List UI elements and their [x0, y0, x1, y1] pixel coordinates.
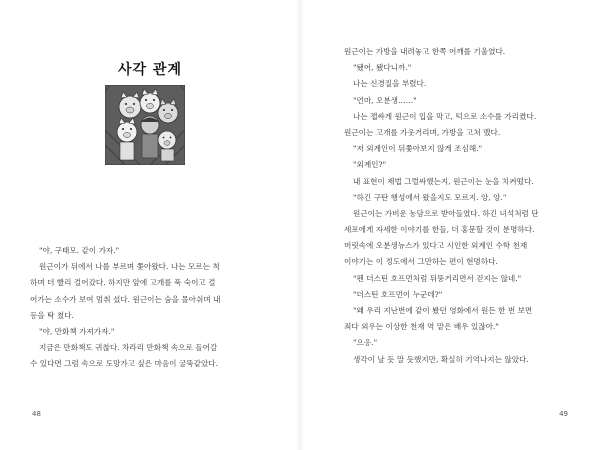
text-line: 원근이는 가방을 내려놓고 한쪽 어깨를 기울였다. [344, 47, 506, 56]
text-line: 죄다 외우는 이상한 천재 역 맡은 배우 있잖아." [344, 322, 499, 332]
boy-figure-center [141, 116, 159, 158]
text-line: 지금은 만화책도 귀찮다. 차라리 만화책 속으로 들어갈 [39, 343, 218, 353]
page-number-right: 49 [559, 410, 568, 418]
text-line: 세포에게 자세한 이야기를 한들, 더 홍문할 것이 분명하다. [344, 225, 535, 235]
pig-face-top-left [119, 92, 141, 118]
text-line: "야, 구태모. 같이 가자." [39, 246, 120, 255]
right-page [300, 0, 600, 450]
text-line: 생각이 날 듯 말 듯했지만, 확실히 기억나지는 않았다. [353, 354, 529, 364]
text-line: 이야기는 이 정도에서 그만하는 편이 현명하다. [344, 257, 498, 267]
text-line: "왜 우리 지난번에 같이 봤던 영화에서 원든 한 번 보면 [353, 306, 533, 315]
text-line: 나는 신경질을 부렸다. [353, 79, 427, 89]
pig-family-illustration [105, 85, 185, 165]
text-line: "으응." [353, 338, 378, 348]
text-line: "하긴 구탄 행성에서 왔을지도 모르지. 앙, 앙." [353, 192, 507, 202]
text-line: 원근이는 가비운 농담으로 받아들였다. 하긴 녀석처럼 단 [353, 208, 539, 218]
text-line: 내 표현이 제법 그럴싸했는지, 원근이는 눈을 치켜떴다. [353, 176, 534, 186]
text-line: 원근이는 고개를 가웃거리며, 가방을 고쳐 멨다. [344, 127, 501, 137]
text-line: "됐어, 됐다니까." [353, 63, 412, 73]
page-number-left: 48 [32, 410, 41, 418]
text-line: 수 있다면 그럼 속으로 도망가고 싶은 마음이 굴뚝같았다. [30, 359, 219, 369]
text-line: "외계인?" [353, 160, 387, 170]
pig-family-drawing [105, 85, 185, 165]
text-line: 어가는 소수가 보여 멈춰 섰다. 원근이는 숨을 몰아쉬며 내 [30, 294, 221, 304]
left-page-text [30, 243, 265, 373]
text-line: "언마, 오분생……" [353, 95, 417, 105]
text-line: "저 외계인이 뒤쫓아보지 않게 조심해." [353, 144, 483, 154]
right-page-text [344, 44, 580, 368]
text-line: 하며 더 빨리 걸어갔다. 하지만 앞에 고개를 푹 숙이고 걸 [30, 278, 216, 288]
chapter-title: 사각 관계 [118, 62, 182, 79]
text-line: 등을 탁 쳤다. [30, 310, 74, 320]
text-line: 원근이가 뒤에서 나를 부르며 쫓아왔다. 나는 모르는 척 [39, 262, 220, 272]
text-line: "야, 만화책 가져가자." [39, 326, 115, 336]
text-line: 나는 잽싸게 원근이 입을 막고, 턱으로 소수를 가리켰다. [353, 111, 537, 121]
text-line: 머릿속에 오분생뉴스가 있다고 시인한 외계인 수학 천재 [344, 241, 528, 251]
text-line: "펜 더스틴 호프먼처럼 뒤뚱거리면서 걷지는 않네." [353, 273, 522, 283]
text-line: "더스틴 호프먼이 누군데?" [353, 289, 443, 299]
